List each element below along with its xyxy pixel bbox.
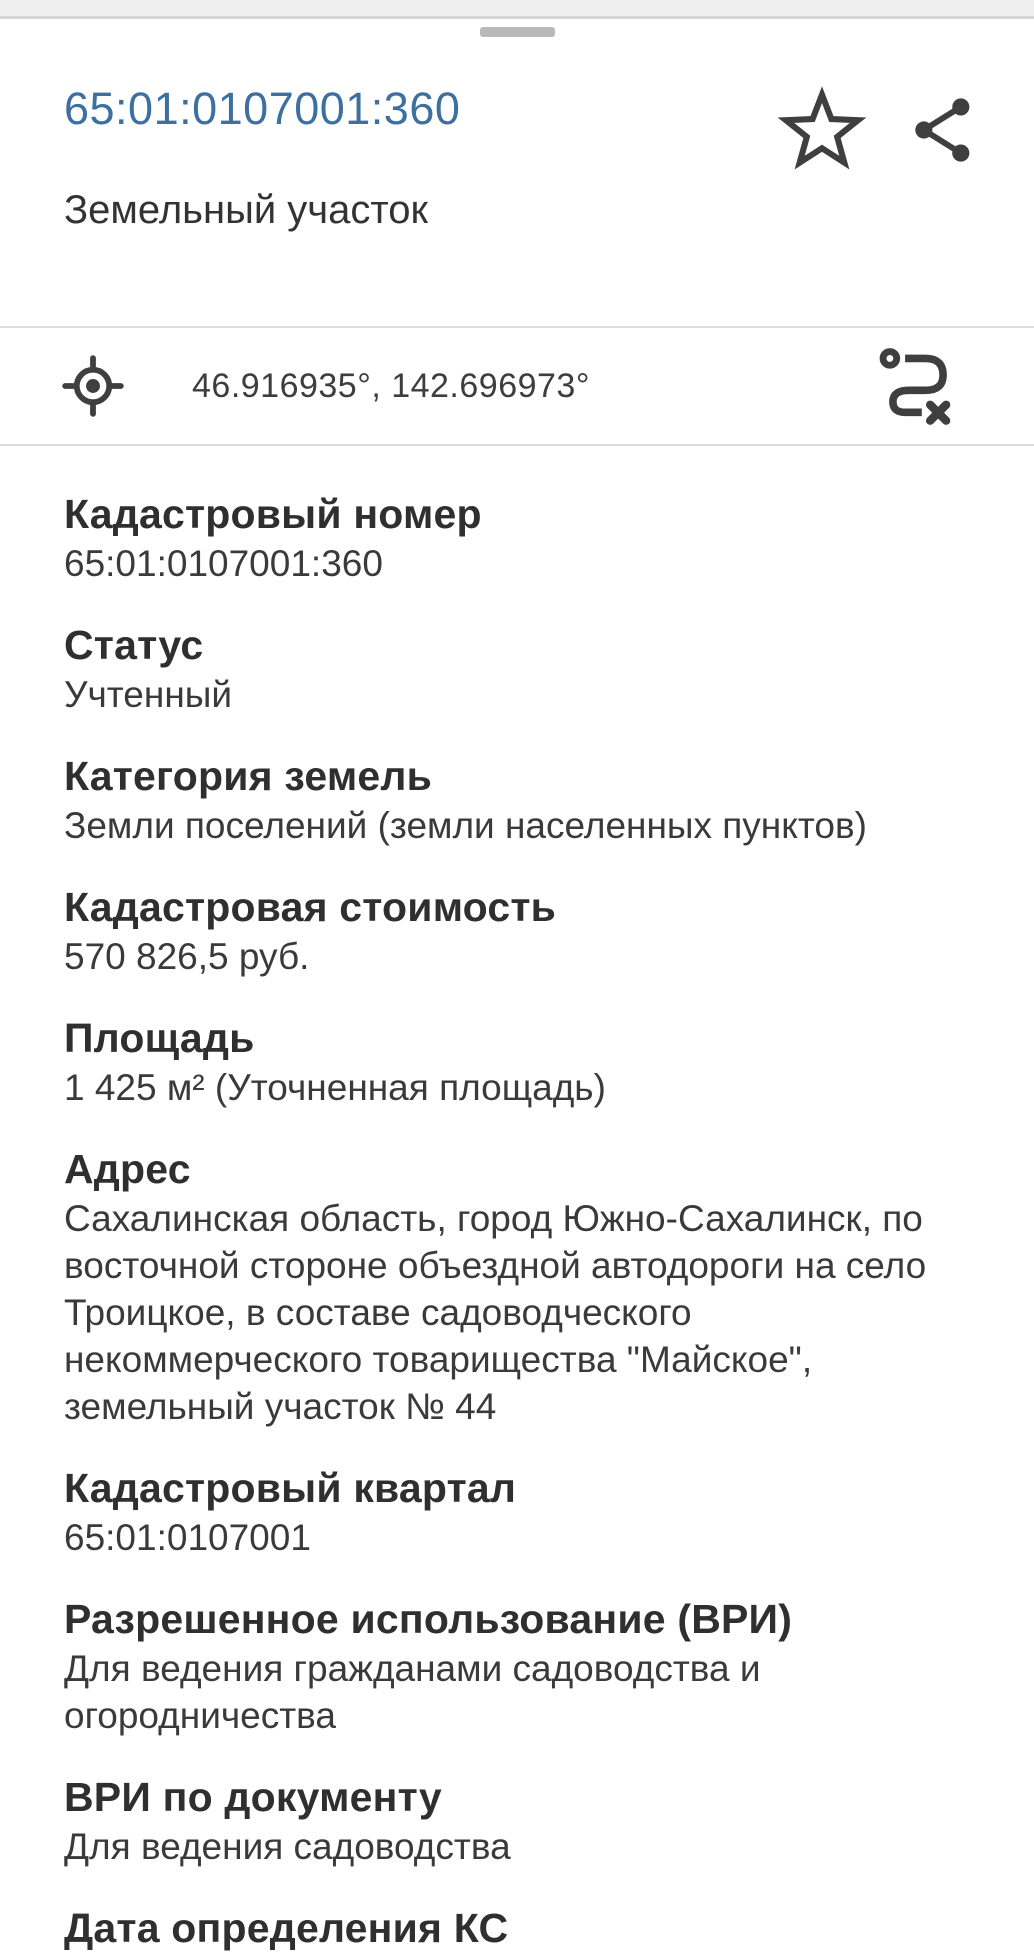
- location-bar: [0, 328, 1034, 444]
- field-label: Статус: [64, 622, 204, 668]
- field-value: 1 425 м² (Уточненная площадь): [64, 1067, 606, 1108]
- field-address: [64, 1143, 979, 1430]
- field-label: Разрешенное использование (ВРИ): [64, 1596, 793, 1642]
- field-value: 570 826,5 руб.: [64, 936, 310, 977]
- favorite-button[interactable]: [784, 90, 860, 173]
- field-permitted-use: [64, 1593, 979, 1739]
- field-cadastral-value: [64, 881, 979, 980]
- field-value: Для ведения садоводства: [64, 1826, 511, 1867]
- title-row: [64, 82, 976, 173]
- field-status: [64, 619, 979, 718]
- field-cadastral-value-date: [64, 1902, 979, 1954]
- field-label: Адрес: [64, 1146, 191, 1192]
- field-label: Дата определения КС: [64, 1905, 509, 1951]
- share-icon: [910, 94, 976, 166]
- field-permitted-use-by-document: [64, 1771, 979, 1870]
- field-value: Сахалинская область, город Южно-Сахалинск, по восточной стороне объездной автодороги на село Троицкое, в составе садоводческого некоммерческого товарищества "Майское", земельный участок № 44: [64, 1198, 927, 1427]
- gps-crosshair-icon: [64, 354, 122, 418]
- field-label: Категория земель: [64, 753, 433, 799]
- share-button[interactable]: [910, 94, 976, 169]
- field-value: Для ведения гражданами садоводства и огородничества: [64, 1648, 761, 1736]
- field-value: 65:01:0107001: [64, 1517, 311, 1558]
- parcel-bottom-sheet: [0, 27, 1034, 1954]
- field-label: Кадастровый квартал: [64, 1465, 517, 1511]
- coordinates-text: 46.916935°, 142.696973°: [192, 366, 590, 405]
- route-x-icon: [880, 344, 956, 426]
- field-label: ВРИ по документу: [64, 1774, 442, 1820]
- header-spacer: [64, 233, 976, 326]
- field-label: Кадастровый номер: [64, 491, 482, 537]
- field-label: Площадь: [64, 1015, 255, 1061]
- field-value: Учтенный: [64, 674, 233, 715]
- parcel-details: [0, 446, 1034, 1954]
- field-land-category: [64, 750, 979, 849]
- parcel-type-label: Земельный участок: [64, 188, 429, 232]
- field-cadastral-block: [64, 1462, 979, 1561]
- field-cadastral-number: [64, 488, 979, 587]
- header-actions: [784, 90, 976, 173]
- sheet-drag-handle[interactable]: [480, 27, 555, 37]
- field-value: Земли поселений (земли населенных пунктов): [64, 805, 867, 846]
- map-backdrop: [0, 0, 1034, 19]
- star-icon: [784, 90, 860, 170]
- field-value: 65:01:0107001:360: [64, 543, 383, 584]
- parcel-number-link[interactable]: 65:01:0107001:360: [64, 83, 461, 134]
- route-cancel-button[interactable]: [880, 344, 956, 429]
- field-label: Кадастровая стоимость: [64, 884, 557, 930]
- field-area: [64, 1012, 979, 1111]
- sheet-header: [0, 37, 1034, 326]
